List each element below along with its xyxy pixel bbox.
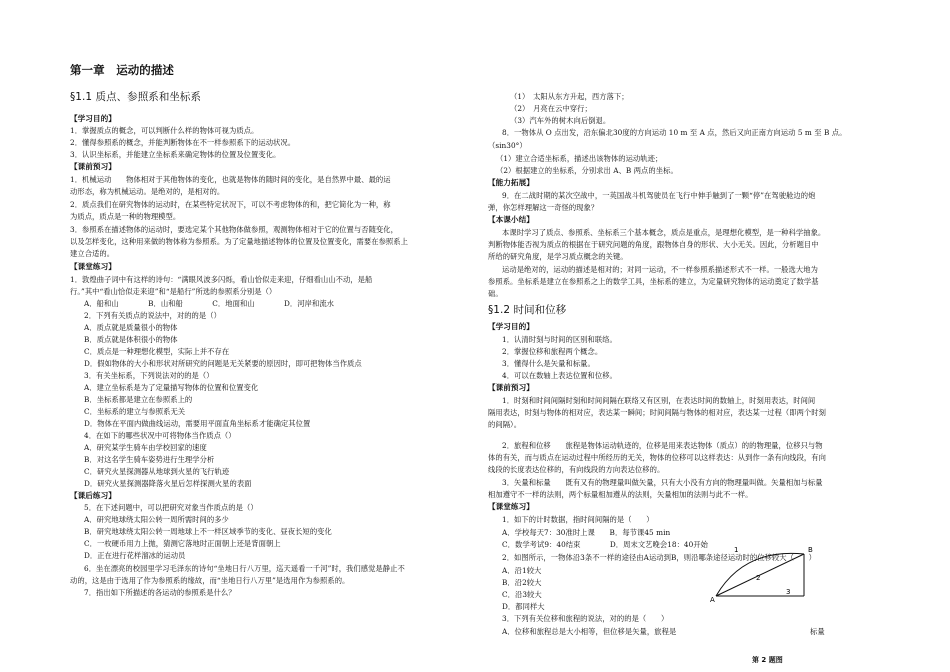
text-line: B．坐标系都是建立在参照系上的 bbox=[84, 395, 193, 404]
text-line: B．质点就是体积很小的物体 bbox=[84, 335, 178, 344]
text-line: C．研究火星探测器从地球到火星的飞行轨迹 bbox=[84, 467, 230, 476]
subsection-heading: 【课后练习】 bbox=[70, 491, 116, 500]
text-line: A．沿1较大 bbox=[502, 566, 542, 575]
text-line: B．对这名学生骑车姿势进行生理学分析 bbox=[84, 455, 215, 464]
text-line: 的间隔）。 bbox=[488, 420, 522, 429]
text-line: A．学校每天7：30准时上课 B．每节课45 min bbox=[502, 528, 671, 537]
text-line: 9．在二战时期的某次空战中，一英国战斗机驾驶员在飞行中伸手触到了一颗“停”在驾驶舱边的炮 bbox=[502, 191, 816, 200]
subsection-heading: 【能力拓展】 bbox=[488, 178, 534, 187]
section-title-1-2: §1.2 时间和位移 bbox=[488, 304, 567, 316]
path-2-label: 2 bbox=[756, 574, 761, 582]
text-line: 6．坐在漂亮的校园里学习毛泽东的诗句“坐地日行八万里，巡天遥看一千河”时，我们感觉是静止不 bbox=[84, 564, 405, 573]
text-line: D．假如物体的大小和形状对所研究的问题是无关紧要的原因时，即可把物体当作质点 bbox=[84, 359, 362, 368]
text-line: 4．在如下的哪些状况中可将物体当作质点（） bbox=[84, 431, 236, 440]
text-line: 7．指出如下所描述的各运动的参照系是什么？ bbox=[84, 588, 236, 597]
text-line: 1．机械运动 物体相对于其他物体的变化，也就是物体的随时间的变化，是自然界中最、最的运 bbox=[70, 175, 391, 184]
text-line: A．船和山 B．山和船 C．地面和山 D．河岸和流水 bbox=[84, 299, 335, 308]
figure-caption: 第 2 题图 bbox=[752, 656, 783, 664]
text-line: （2） 月亮在云中穿行； bbox=[510, 104, 592, 113]
text-line: 以及怎样变化，这种用来做的物体称为参照系。为了定量地描述物体的位置及位置变化，需要在参照系上 bbox=[70, 237, 408, 246]
text-line: 础。 bbox=[488, 289, 503, 298]
text-line: 1．敦煌曲子词中有这样的诗句：“满眼风波多闪烁，看山恰似走来迎，仔细看山山不动，是船 bbox=[70, 275, 373, 284]
text-line: 3．矢量和标量 既有又有的物理量叫做矢量，只有大小没有方向的物理量叫做。矢量相加与标量 bbox=[502, 478, 823, 487]
text-line: C．一枚硬币用力上抛，猜测它落地时正面朝上还是背面朝上 bbox=[84, 539, 281, 548]
text-line: 弹，你怎样理解这一奇怪的现象？ bbox=[488, 203, 599, 212]
subsection-heading: 【课前预习】 bbox=[70, 162, 116, 171]
text-line: 3．懂得什么是矢量和标量。 bbox=[502, 359, 595, 368]
text-line: 本课时学习了质点、参照系、坐标系三个基本概念，质点是重点，是理想化模型，是一种科学抽象。 bbox=[502, 228, 826, 237]
text-line: A．研究地球绕太阳公转一周所需时间的多少 bbox=[84, 515, 229, 524]
subsection-heading: 【本课小结】 bbox=[488, 215, 534, 224]
text-line: 判断物体能否视为质点的根据在于研究问题的角度，跟物体自身的形状、大小无关。因此，分析题目中 bbox=[488, 240, 819, 249]
text-line: 运动是绝对的，运动的描述是相对的；对同一运动，不一样参照系描述形式不一样。一般选大地为 bbox=[502, 265, 818, 274]
text-line: D．物体在平面内做曲线运动，需要用平面直角坐标系才能确定其位置 bbox=[84, 419, 311, 428]
path-diagram bbox=[704, 538, 834, 658]
text-line: 3．参照系在描述物体的运动时，要选定某个其他物体做参照，观测物体相对于它的位置与否随变化， bbox=[70, 225, 398, 234]
text-line: A．建立坐标系是为了定量描写物体的位置和位置变化 bbox=[84, 383, 259, 392]
text-line: A．位移和旅程总是大小相等，但位移是矢量，旅程是 bbox=[502, 627, 677, 636]
text-line: 5．在下述问题中，可以把研究对象当作质点的是（） bbox=[84, 503, 258, 512]
text-line: 1．时刻和时间间隔时刻和时间间隔在联络又有区别，在表达时间的数轴上，时刻用表达，时间间 bbox=[502, 396, 816, 405]
subsection-heading: 【学习目的】 bbox=[488, 322, 534, 331]
path-1-label: 1 bbox=[734, 546, 739, 554]
text-line: 2．如图所示，一物体沿3条不一样的途径由A运动到B，则沿哪条途径运动时的位移较大（ ） bbox=[502, 553, 816, 562]
text-line: D．研究火星探测器降落火星后怎样探测火星的表面 bbox=[84, 479, 252, 488]
text-line: 体的有关，而与质点在运动过程中所经历的无关，物体的位移可以这样表达：从到作一条有向线段，有向 bbox=[488, 453, 826, 462]
point-a-label: A bbox=[710, 596, 715, 604]
text-line: B．沿2较大 bbox=[502, 578, 542, 587]
text-line: 线段的长度表达位移的，有向线段的方向表达位移的。 bbox=[488, 465, 665, 474]
text-line: D．都同样大 bbox=[502, 602, 545, 611]
text-line: 3．有关坐标系，下列说法对的的是（） bbox=[84, 371, 214, 380]
path-3-label: 3 bbox=[786, 588, 791, 596]
text-line: 2．旅程和位移 旅程是物体运动轨迹的，位移是用来表达物体（质点）的的物理量，位移只与物 bbox=[502, 441, 823, 450]
text-line: 3．认识坐标系，并能建立坐标系来确定物体的位置及位置变化。 bbox=[70, 150, 281, 159]
text-line: 1．掌握质点的概念，可以判断什么样的物体可视为质点。 bbox=[70, 126, 259, 135]
chapter-title: 第一章 运动的描述 bbox=[70, 63, 174, 77]
subsection-heading: 【课前预习】 bbox=[488, 383, 534, 392]
subsection-heading: 【学习目的】 bbox=[70, 114, 116, 123]
text-line: C．质点是一种理想化模型，实际上并不存在 bbox=[84, 347, 230, 356]
text-line: D．正在进行花样溜冰的运动员 bbox=[84, 551, 186, 560]
text-line: 建立合适的。 bbox=[70, 249, 115, 258]
text-line: （2）根据建立的坐标系，分别求出 A、B 两点的坐标。 bbox=[496, 166, 678, 175]
text-line: （1） 太阳从东方升起，西方落下； bbox=[510, 92, 629, 101]
text-line: C．沿3较大 bbox=[502, 590, 542, 599]
text-line: 2．掌握位移和旅程两个概念。 bbox=[502, 347, 603, 356]
text-line: 动形态，称为机械运动。是绝对的，是相对的。 bbox=[70, 187, 225, 196]
text-line: （3）汽车外的树木向后倒退。 bbox=[510, 116, 611, 125]
text-line: A．质点就是质量很小的物体 bbox=[84, 323, 178, 332]
text-line: 参照系。坐标系是建立在参照系之上的数学工具，坐标系的建立，为定量研究物体的运动奠定了数学基 bbox=[488, 277, 819, 286]
text-line: 1．认清时刻与时间的区别和联络。 bbox=[502, 335, 617, 344]
text-line: 隔用表达，时刻与物体的相对应，表达某一瞬间；时间间隔与物体的相对应，表达某一过程（即两个时刻 bbox=[488, 408, 826, 417]
text-line: 8．一物体从 O 点出发，沿东偏北30度的方向运动 10 m 至 A 点，然后又向正南方向运动 5 m 至 B 点。 bbox=[502, 128, 847, 137]
text-line: 行。”其中“看山恰似走来迎”和“是船行”所选的参照系分别是（） bbox=[70, 287, 277, 296]
trailing-word: 标量 bbox=[810, 627, 825, 636]
text-line: 动的，这是由于选用了作为参照系的缘故，而“坐地日行八万里”是选用作为参照系的。 bbox=[70, 576, 350, 585]
text-line: B．研究地球绕太阳公转一周地球上不一样区域季节的变化、昼夜长短的变化 bbox=[84, 527, 332, 536]
point-b-label: B bbox=[808, 546, 813, 554]
text-line: 2．懂得参照系的概念，并能判断物体在不一样参照系下的运动状况。 bbox=[70, 138, 296, 147]
text-line: （1）建立合适坐标系，描述出该物体的运动轨迹； bbox=[496, 154, 663, 163]
text-line: 1．如下的计时数据，指时间间隔的是（ ） bbox=[502, 515, 654, 524]
text-line: C．坐标系的建立与参照系无关 bbox=[84, 407, 186, 416]
text-line: 所给的研究角度，是学习质点概念的关键。 bbox=[488, 252, 628, 261]
text-line: 3．下列有关位移和旅程的说法，对的的是（ ） bbox=[502, 614, 669, 623]
text-line: 相加遵守不一样的法则，两个标量相加遵从的法则，矢量相加的法则与此不一样。 bbox=[488, 490, 753, 499]
text-line: C．数学考试9：40结束 D．周末文艺晚会18：40开始 bbox=[502, 540, 709, 549]
subsection-heading: 【课堂练习】 bbox=[70, 262, 116, 271]
text-line: 2．质点我们在研究物体的运动时，在某些特定状况下，可以不考虑物体的和，把它简化为一种，称 bbox=[70, 200, 391, 209]
subsection-heading: 【课堂练习】 bbox=[488, 502, 534, 511]
text-line: 为质点，质点是一种的物理模型。 bbox=[70, 212, 181, 221]
section-title-1-1: §1.1 质点、参照系和坐标系 bbox=[70, 91, 202, 103]
text-line: A．研究某学生骑车由学校回家的速度 bbox=[84, 443, 207, 452]
text-line: 4．可以在数轴上表达位置和位移。 bbox=[502, 371, 617, 380]
text-line: （sin30°） bbox=[488, 141, 527, 150]
text-line: 2．下列有关质点的说法中，对的的是（） bbox=[84, 311, 221, 320]
